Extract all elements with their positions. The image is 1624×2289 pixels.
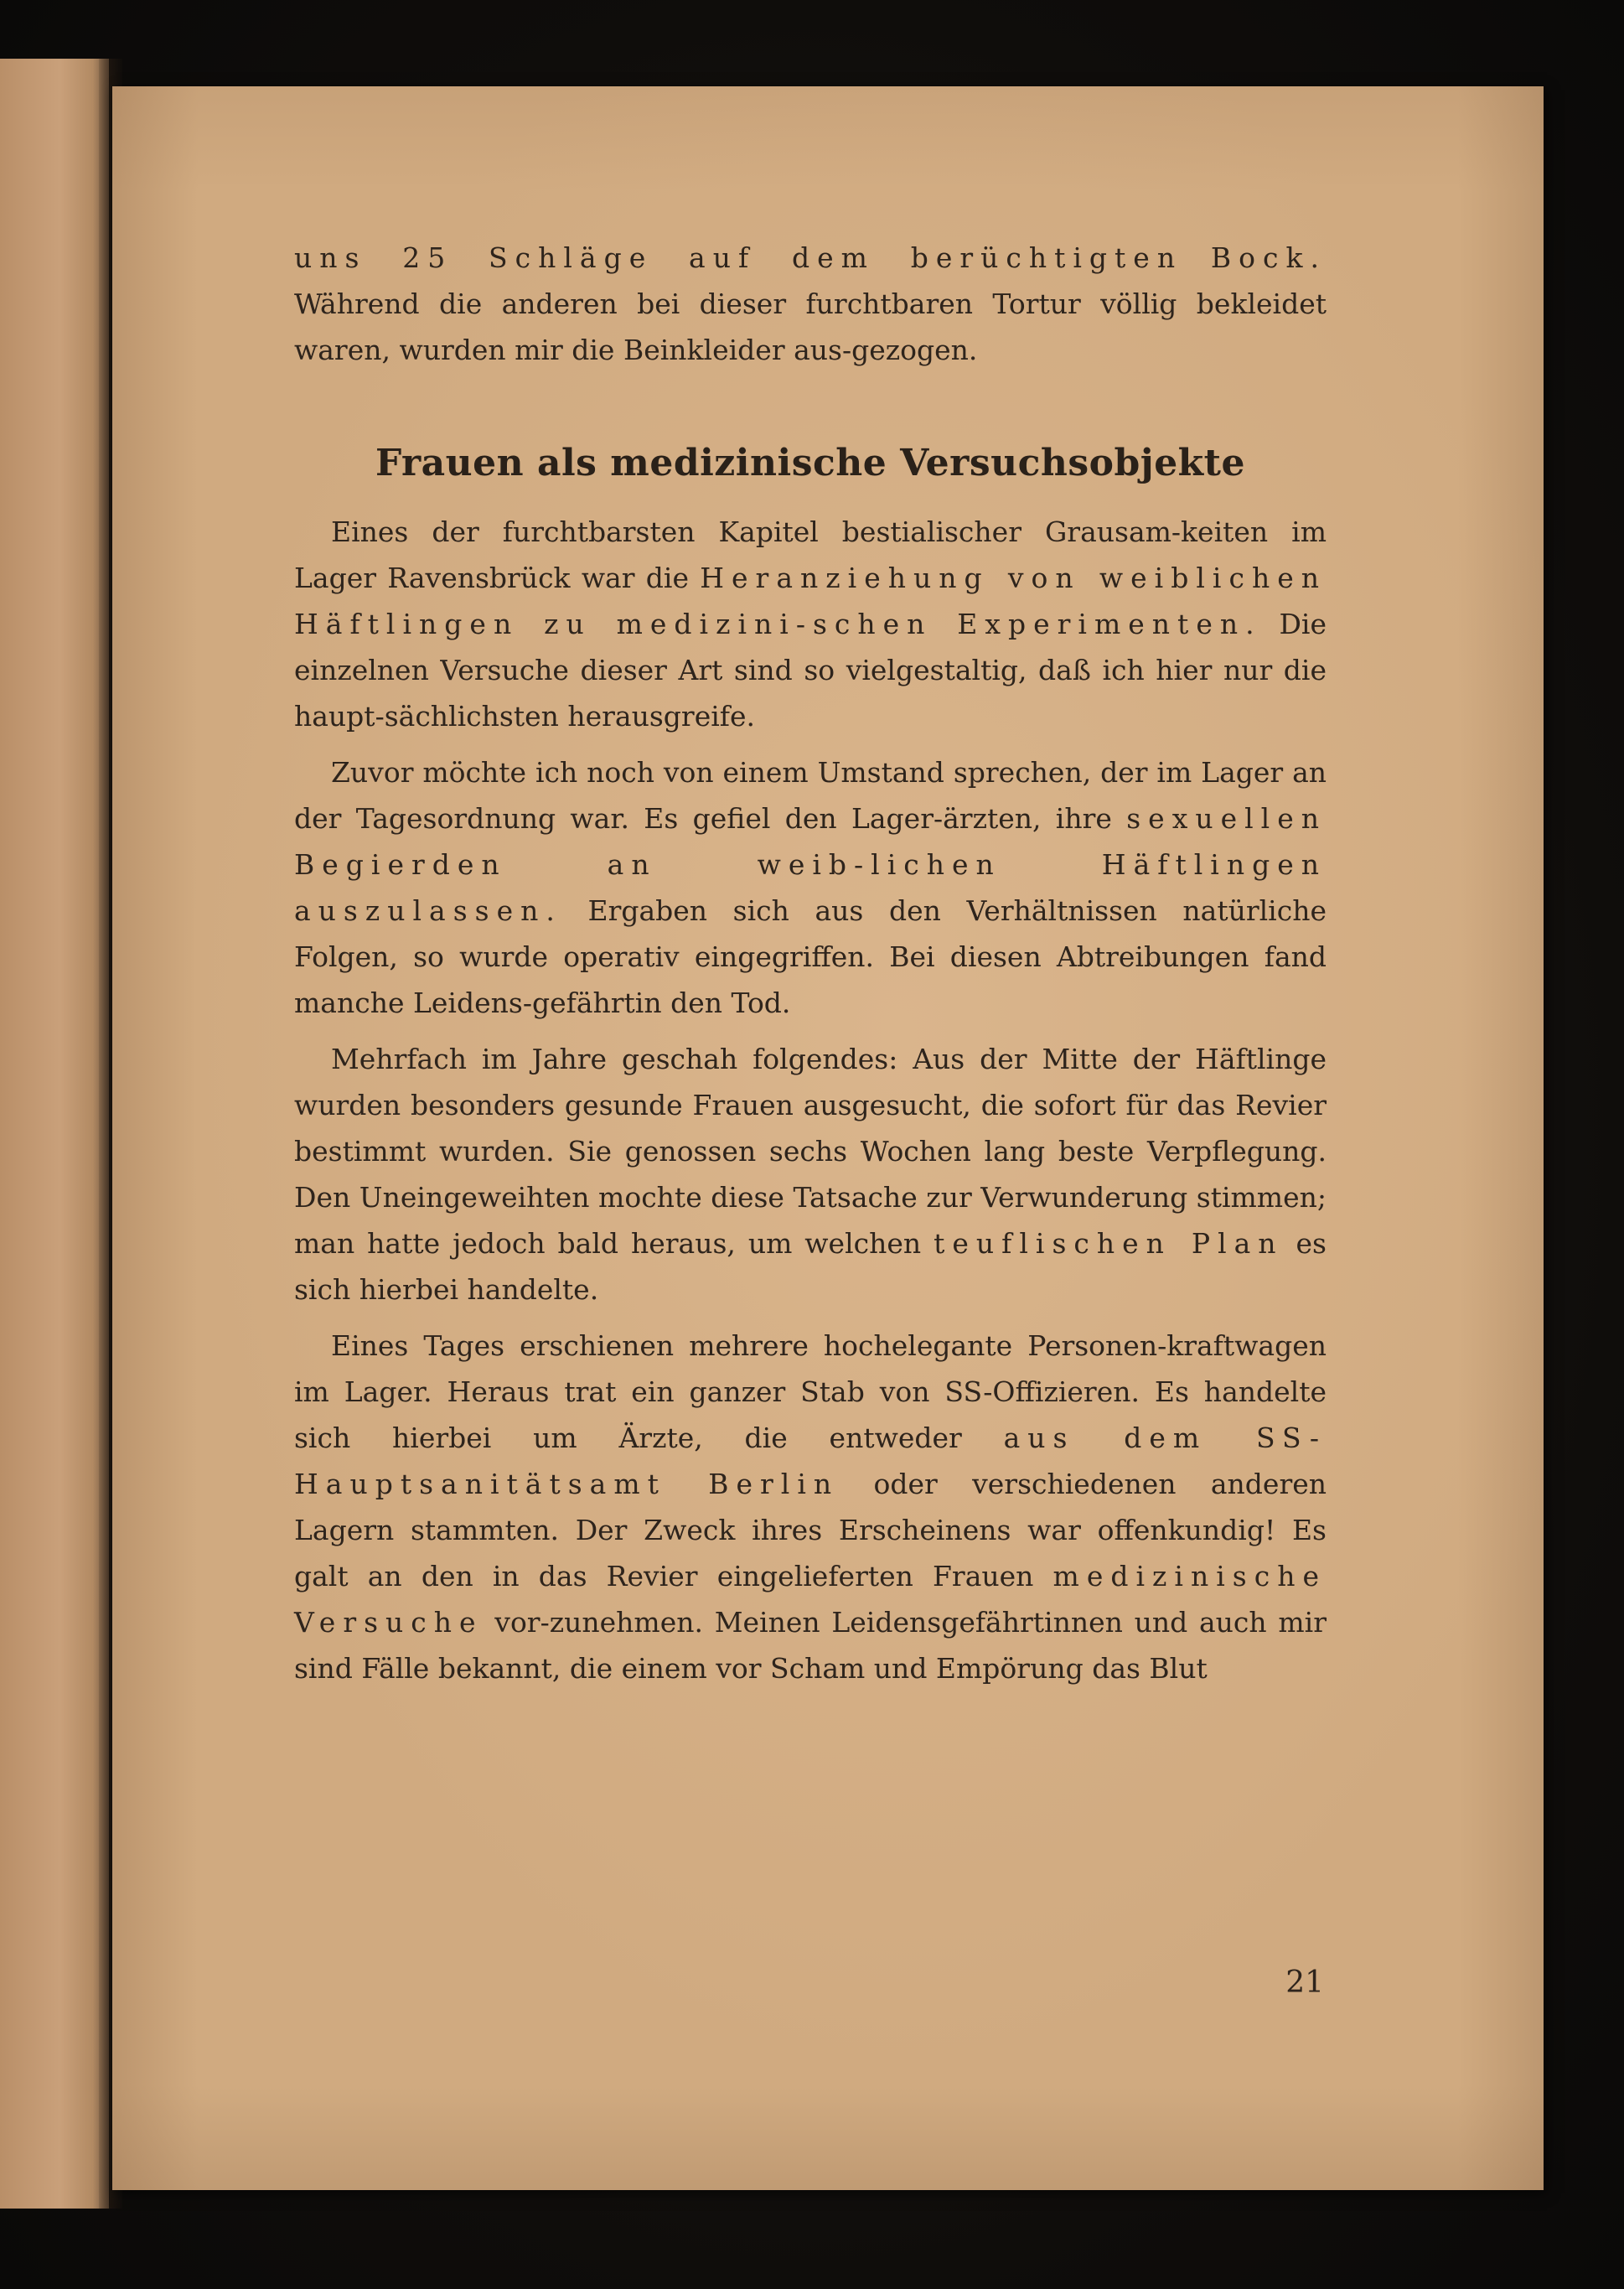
section-heading: Frauen als medizinische Versuchsobjekte xyxy=(375,442,1245,484)
facing-page-edge xyxy=(0,59,109,2209)
paragraph-text: Ergaben sich aus den Verhältnissen natürliche Folgen, so wurde operativ eingegriffen. Bei diesen Abtreibungen fand manche Leidens-gefährtin den Tod. xyxy=(294,894,1327,1019)
spaced-emphasis: Bock. xyxy=(1210,241,1327,274)
paragraph-text: es sich hierbei handelte. xyxy=(294,1227,1327,1306)
paragraph-text: Eines der furchtbarsten Kapitel bestialischer Grausam-keiten im Lager Ravensbrück war die xyxy=(294,515,1327,594)
paragraph xyxy=(294,509,1327,739)
spaced-emphasis: aus dem SS-Hauptsanitätsamt Berlin xyxy=(294,1422,1327,1500)
paragraph-text: Während die anderen bei dieser furchtbaren Tortur völlig bekleidet waren, wurden mir die Beinkleider aus-gezogen. xyxy=(294,287,1327,366)
intro-paragraph xyxy=(294,235,1327,373)
paragraph-text: oder verschiedenen anderen Lagern stammten. Der Zweck ihres Erscheinens war offenkundig! Es galt an den in das Revier eingelieferten Frauen xyxy=(294,1468,1327,1592)
paragraph xyxy=(294,1036,1327,1313)
paragraph xyxy=(294,749,1327,1026)
paragraph xyxy=(294,1323,1327,1691)
page-number: 21 xyxy=(1285,1965,1324,2000)
paragraph-text: Die einzelnen Versuche dieser Art sind so vielgestaltig, daß ich hier nur die haupt-sächlichsten herausgreife. xyxy=(294,608,1327,733)
paragraph-text: Eines Tages erschienen mehrere hochelegante Personen-kraftwagen im Lager. Heraus trat ein ganzer Stab von SS-Offizieren. Es handelte sich hierbei um Ärzte, die entweder xyxy=(294,1329,1327,1454)
paragraph-text: Mehrfach im Jahre geschah folgendes: Aus der Mitte der Häftlinge wurden besonders gesunde Frauen ausgesucht, die sofort für das Revier bestimmt wurden. Sie genossen sechs Wochen lang beste Verpflegung. Den Uneingeweihten mochte diese Tatsache zur Verwunderung stimmen; man hatte jedoch bald heraus, um welchen xyxy=(294,1043,1327,1260)
spaced-emphasis: sexuellen Begierden an weib-lichen Häftlingen auszulassen. xyxy=(294,802,1327,927)
spaced-emphasis: teuflischen Plan xyxy=(934,1227,1284,1260)
paragraph-text: Zuvor möchte ich noch von einem Umstand sprechen, der im Lager an der Tagesordnung war. Es gefiel den Lager-ärzten, ihre xyxy=(294,756,1327,835)
page-text xyxy=(294,235,1327,1691)
spaced-emphasis: uns 25 Schläge auf dem berüchtigten xyxy=(294,241,1183,274)
spaced-emphasis: medizinische Versuche xyxy=(294,1560,1327,1639)
spaced-emphasis: Heranziehung von weiblichen Häftlingen zu medizini-schen Experimenten. xyxy=(294,562,1327,640)
paragraph-text: vor-zunehmen. Meinen Leidensgefährtinnen und auch mir sind Fälle bekannt, die einem vor Scham und Empörung das Blut xyxy=(294,1606,1327,1685)
